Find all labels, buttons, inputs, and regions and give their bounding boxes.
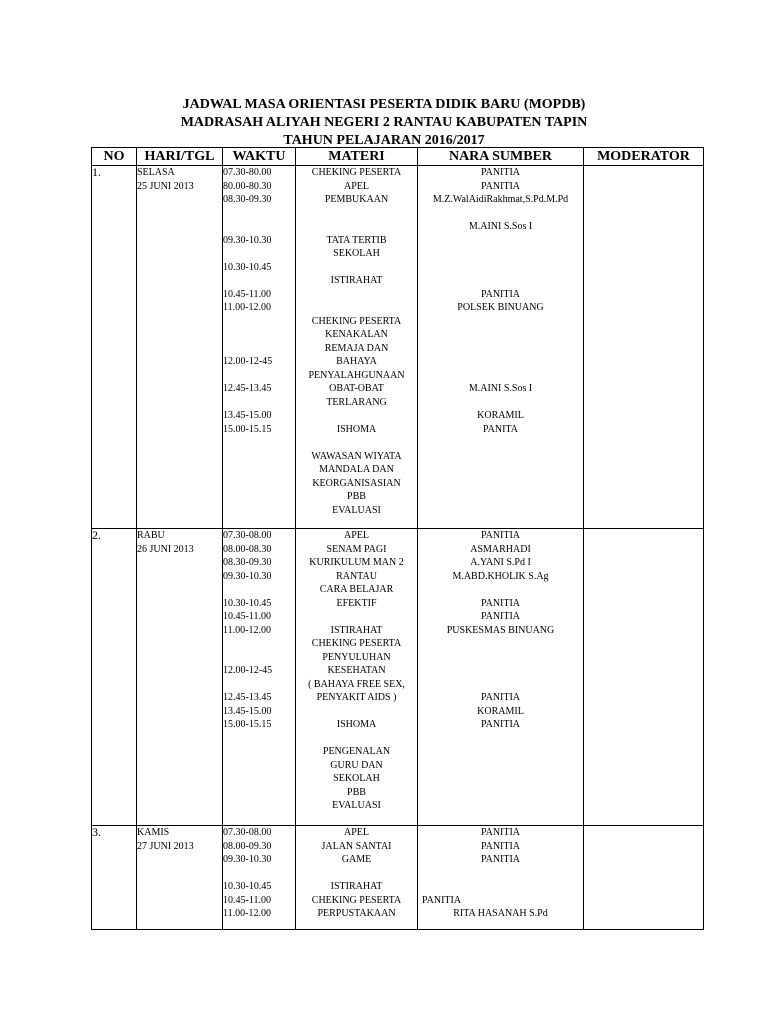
materi-line: PENYULUHAN — [322, 651, 391, 663]
materi-line: KEORGANISASIAN — [312, 477, 401, 489]
time-cell — [223, 529, 296, 826]
nara-line — [418, 315, 583, 329]
materi-line: ISTIRAHAT — [330, 275, 383, 286]
nara-line — [418, 396, 583, 410]
time-cell — [223, 826, 296, 930]
row-number: 2. — [92, 529, 137, 826]
nara-line: PUSKESMAS BINUANG — [446, 624, 555, 636]
materi-line: EVALUASI — [332, 800, 381, 811]
day: RABU — [137, 530, 165, 541]
time-line — [223, 651, 295, 665]
time-line — [223, 220, 295, 234]
date: 26 JUNI 2013 — [137, 543, 194, 555]
nara-sumber-cell — [418, 826, 584, 930]
materi-line: PBB — [347, 491, 366, 502]
time-line: 11.00-12.00 — [223, 302, 271, 313]
moderator-cell — [584, 166, 704, 529]
time-line — [223, 207, 295, 221]
time-line — [223, 247, 295, 261]
time-line: 15.00-15.15 — [223, 423, 272, 435]
date: 25 JUNI 2013 — [137, 180, 194, 192]
nara-line: PANITIA — [480, 530, 521, 541]
time-line — [223, 369, 295, 383]
nara-line: PANITIA — [480, 692, 521, 703]
day: KAMIS — [137, 827, 170, 838]
nara-line — [418, 678, 583, 692]
time-line: 07.30-80.00 — [223, 167, 272, 178]
materi-line: PEMBUKAAN — [324, 194, 389, 205]
nara-line — [418, 369, 583, 383]
time-line: 12.00-12-45 — [223, 665, 273, 676]
time-line: 07.30-08.00 — [223, 827, 272, 838]
header-waktu: WAKTU — [223, 148, 296, 166]
time-line: 08.00-09.30 — [223, 840, 272, 852]
nara-line: PANITIA — [480, 719, 521, 730]
materi-line: GAME — [341, 854, 372, 865]
nara-line: A.YANI S.Pd I — [470, 557, 531, 568]
materi-line: APEL — [344, 827, 369, 838]
time-line: 10.30-10.45 — [223, 881, 272, 892]
title-line-1: JADWAL MASA ORIENTASI PESERTA DIDIK BARU (MOPDB) — [182, 97, 586, 112]
materi-line: KURIKULUM MAN 2 — [309, 557, 404, 568]
materi-line: CHEKING PESERTA — [311, 167, 402, 178]
time-line — [223, 342, 295, 356]
time-line — [223, 583, 295, 597]
materi-line — [296, 301, 417, 315]
materi-line: CHEKING PESERTA — [311, 638, 402, 649]
time-line — [223, 328, 295, 342]
nara-line: KORAMIL — [477, 705, 524, 717]
nara-line: M.ABD.KHOLIK S.Ag — [452, 570, 549, 582]
table-row — [92, 826, 704, 930]
nara-line — [418, 637, 583, 651]
nara-line: PANITIA — [480, 288, 521, 300]
nara-line — [418, 328, 583, 342]
schedule-table — [91, 147, 704, 930]
materi-line: ( BAHAYA FREE SEX, — [308, 678, 405, 690]
nara-line: M.AINI S.Sos I — [468, 221, 533, 232]
nara-line: ASMARHADI — [470, 543, 531, 555]
materi-line: REMAJA DAN — [324, 342, 389, 354]
materi-line — [296, 436, 417, 450]
materi-line: KESEHATAN — [327, 665, 386, 676]
header-materi: MATERI — [296, 148, 418, 166]
materi-line: SEKOLAH — [333, 248, 380, 259]
materi-line: EFEKTIF — [336, 597, 377, 609]
time-line: 08.00-08.30 — [223, 543, 272, 555]
materi-line: TERLARANG — [326, 396, 387, 408]
nara-line: PANITIA — [422, 894, 462, 906]
materi-line: PENYALAHGUNAAN — [308, 369, 405, 381]
time-line — [223, 315, 295, 329]
time-line: 08.30-09.30 — [223, 557, 272, 568]
nara-line — [418, 342, 583, 356]
nara-line — [418, 583, 583, 597]
nara-sumber-cell — [418, 529, 584, 826]
materi-line: GURU DAN — [330, 759, 383, 771]
nara-line: KORAMIL — [477, 410, 524, 421]
materi-line: EVALUASI — [332, 504, 381, 516]
time-line — [223, 678, 295, 692]
moderator-cell — [584, 529, 704, 826]
day-date-cell — [137, 529, 223, 826]
time-line: 80.00-80.30 — [223, 180, 272, 192]
header-row — [92, 148, 704, 166]
materi-cell — [296, 826, 418, 930]
nara-line — [418, 867, 583, 881]
row-number: 3. — [92, 826, 137, 930]
materi-cell — [296, 529, 418, 826]
day-date-cell — [137, 826, 223, 930]
nara-line — [418, 880, 583, 894]
time-line: 13.45-15.00 — [223, 705, 272, 717]
materi-line: APEL — [344, 180, 369, 192]
materi-line: KENAKALAN — [325, 329, 388, 340]
header-hari: HARI/TGL — [137, 148, 223, 166]
materi-line — [296, 610, 417, 624]
time-line — [223, 274, 295, 288]
time-line: 09.30-10.30 — [223, 854, 272, 865]
time-line: 12.00-12-45 — [223, 356, 273, 367]
materi-line: JALAN SANTAI — [321, 840, 392, 852]
time-line: 10.30-10.45 — [223, 597, 272, 609]
materi-line: SEKOLAH — [333, 773, 380, 784]
nara-sumber-cell — [418, 166, 584, 529]
materi-line: RANTAU — [336, 570, 377, 582]
time-line: 11.00-12.00 — [223, 908, 271, 919]
materi-line — [296, 409, 417, 423]
materi-line — [296, 288, 417, 302]
nara-line: PANITIA — [480, 180, 521, 192]
nara-line — [418, 234, 583, 248]
nara-line: PANITIA — [480, 827, 521, 838]
header-moderator: MODERATOR — [584, 148, 704, 166]
nara-line: PANITA — [483, 423, 518, 435]
materi-line: TATA TERTIB — [326, 234, 387, 246]
materi-line — [296, 220, 417, 234]
time-line: 08.30-09.30 — [223, 194, 272, 205]
nara-line: RITA HASANAH S.Pd — [453, 908, 548, 919]
day-date-cell — [137, 166, 223, 529]
materi-line — [296, 261, 417, 275]
nara-line — [418, 355, 583, 369]
time-line — [223, 396, 295, 410]
time-line: 10.45-11.00 — [223, 611, 271, 622]
time-line: 15.00-15.15 — [223, 719, 272, 730]
nara-line: POLSEK BINUANG — [457, 302, 544, 313]
nara-line: PANITIA — [480, 854, 521, 865]
materi-line — [296, 867, 417, 881]
materi-line: ISTIRAHAT — [330, 624, 383, 636]
table-row — [92, 166, 704, 529]
materi-line: WAWASAN WIYATA — [311, 450, 402, 462]
materi-line — [296, 705, 417, 719]
time-line: 10.45-11.00 — [223, 288, 271, 300]
nara-line — [418, 664, 583, 678]
title-line-3: TAHUN PELAJARAN 2016/2017 — [283, 133, 485, 148]
moderator-cell — [584, 826, 704, 930]
materi-line: PERPUSTAKAAN — [317, 908, 396, 919]
materi-cell — [296, 166, 418, 529]
day: SELASA — [137, 167, 175, 178]
time-line: 13.45-15.00 — [223, 410, 272, 421]
nara-line: PANITIA — [480, 611, 521, 622]
nara-line: PANITIA — [480, 840, 521, 852]
time-line: 12.45-13.45 — [223, 383, 272, 394]
header-nara-sumber: NARA SUMBER — [418, 148, 584, 166]
materi-line: MANDALA DAN — [319, 464, 394, 475]
nara-line — [418, 274, 583, 288]
table-row — [92, 529, 704, 826]
time-line — [223, 867, 295, 881]
nara-line: M.AINI S.Sos I — [468, 383, 533, 394]
materi-line: ISHOMA — [336, 719, 377, 730]
materi-line — [296, 207, 417, 221]
nara-line — [418, 207, 583, 221]
nara-line: M.Z.WalAidiRakhmat,S.Pd.M.Pd — [432, 194, 569, 205]
time-line: 10.30-10.45 — [223, 261, 272, 273]
materi-line: OBAT-OBAT — [329, 383, 384, 394]
materi-line: APEL — [344, 530, 369, 541]
materi-line: SENAM PAGI — [326, 543, 387, 555]
materi-line: BAHAYA — [336, 356, 377, 367]
time-line: 09.30-10.30 — [223, 234, 272, 246]
row-number: 1. — [92, 166, 137, 529]
time-line: 07.30-08.00 — [223, 530, 272, 541]
materi-line: CARA BELAJAR — [319, 584, 394, 595]
time-line: 11.00-12.00 — [223, 624, 271, 636]
document-title — [0, 96, 768, 150]
time-cell — [223, 166, 296, 529]
nara-line: PANITIA — [480, 167, 521, 178]
materi-line: ISTIRAHAT — [330, 881, 383, 892]
title-line-2: MADRASAH ALIYAH NEGERI 2 RANTAU KABUPATEN TAPIN — [180, 115, 588, 130]
materi-line: CHEKING PESERTA — [311, 894, 402, 906]
materi-line: CHEKING PESERTA — [311, 315, 402, 327]
nara-line — [418, 261, 583, 275]
time-line — [223, 637, 295, 651]
nara-line: PANITIA — [480, 597, 521, 609]
materi-line: PENYAKIT AIDS ) — [316, 692, 397, 703]
materi-line: ISHOMA — [336, 423, 377, 435]
nara-line — [418, 651, 583, 665]
time-line: 10.45-11.00 — [223, 894, 271, 906]
time-line: 09.30-10.30 — [223, 570, 272, 582]
time-line: 12.45-13.45 — [223, 692, 272, 703]
nara-line — [418, 247, 583, 261]
materi-line: PBB — [347, 786, 366, 798]
date: 27 JUNI 2013 — [137, 840, 194, 852]
materi-line: PENGENALAN — [322, 746, 391, 757]
header-no: NO — [92, 148, 137, 166]
materi-line — [296, 732, 417, 746]
